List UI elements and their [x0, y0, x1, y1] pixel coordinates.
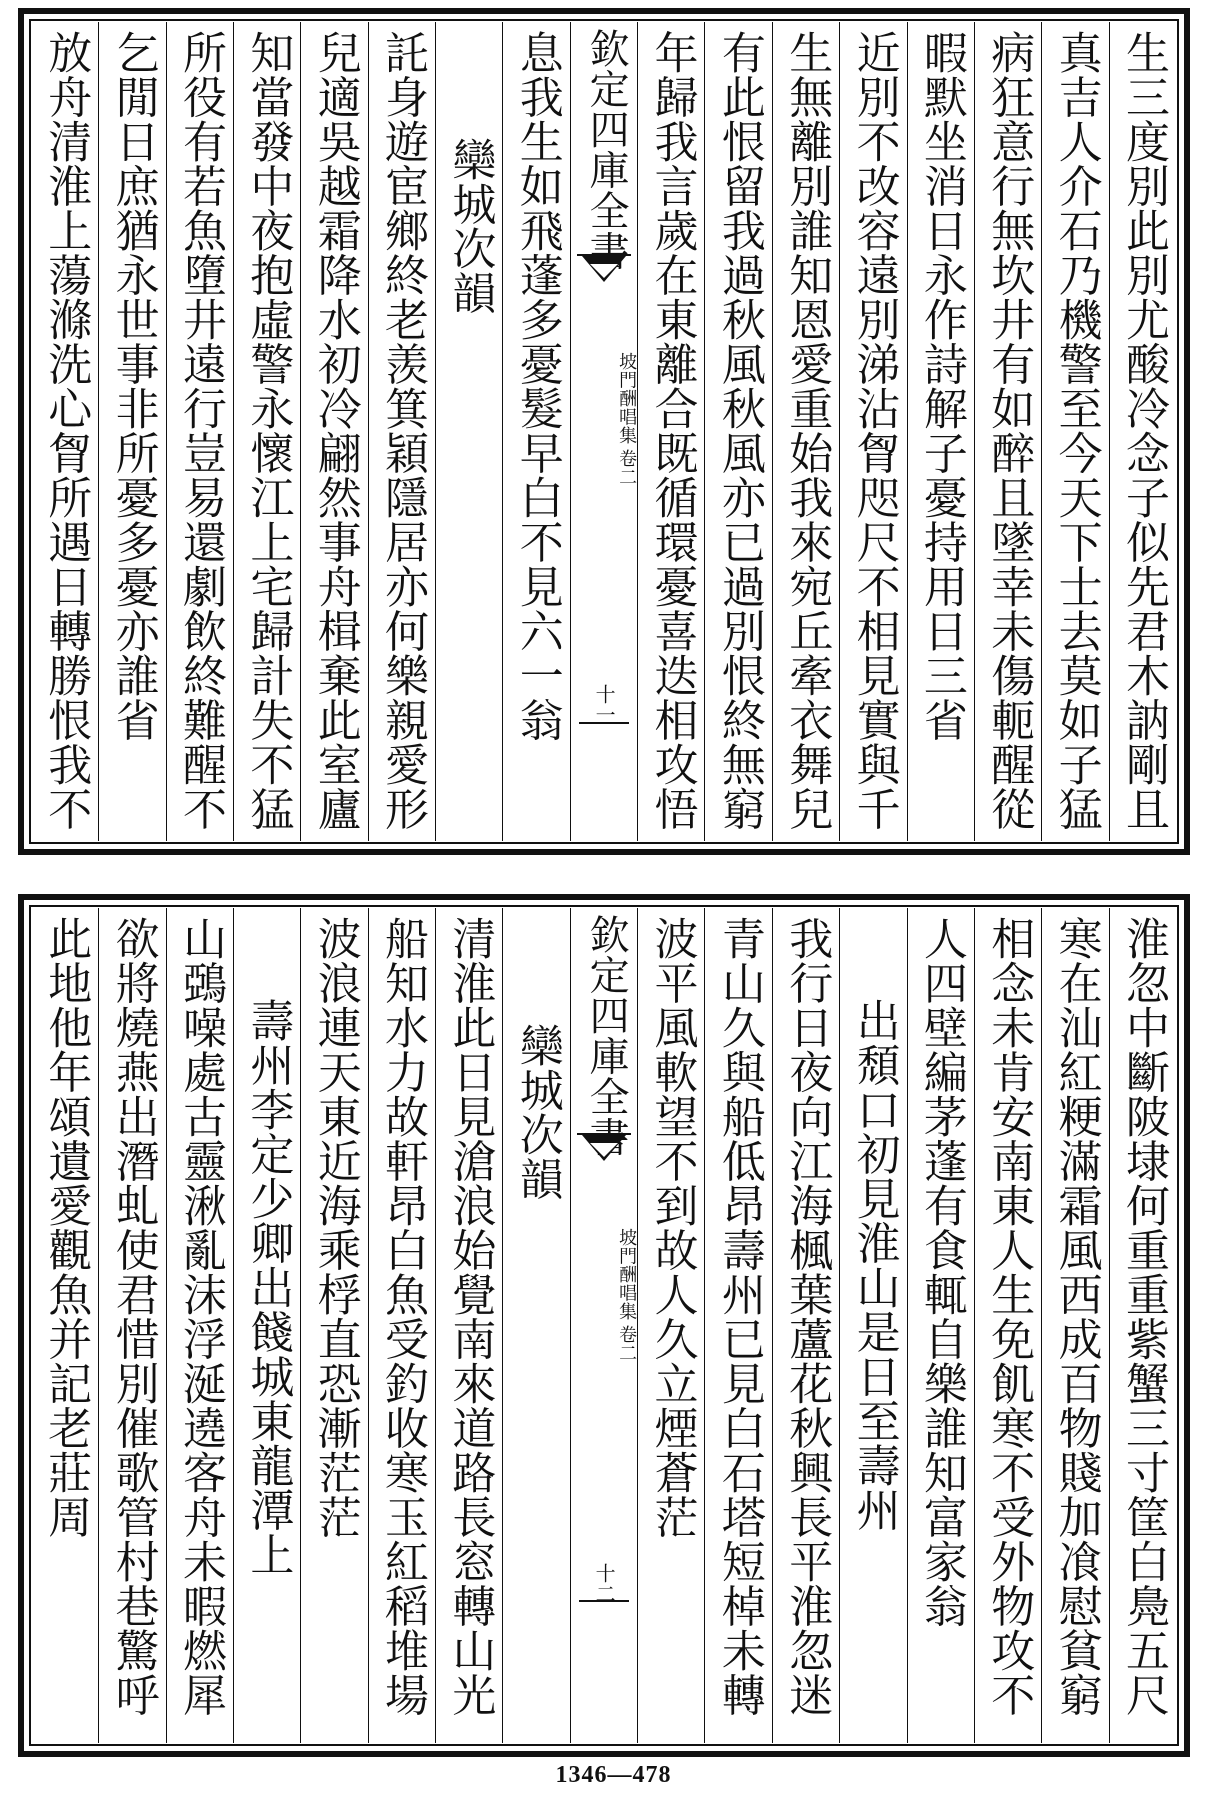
book-name — [571, 1228, 637, 1362]
book-name-title: 坡門酬唱集 — [616, 1228, 638, 1321]
text-column: 乞閒日庶猶永世事非所憂多憂亦誰省 — [98, 22, 165, 841]
text-column: 人四壁編茅蓬有食輒自樂誰知富家翁 — [907, 908, 974, 1743]
text-column: 相念未肯安南東人生免飢寒不受外物攻不 — [974, 908, 1041, 1743]
text-column: 生三度別此別尤酸冷念子似先君木訥剛且 — [1109, 22, 1176, 841]
center-fold — [570, 22, 637, 841]
text-column: 我行日夜向江海楓葉蘆花秋興長平淮忽迷 — [772, 908, 839, 1743]
folio-rule — [579, 1600, 629, 1602]
text-column: 年歸我言歲在東離合既循環憂喜迭相攻悟 — [637, 22, 704, 841]
poem-title: 欒城次韻 — [435, 22, 502, 841]
text-column: 託身遊宦鄉終老羡箕穎隱居亦何樂親愛形 — [368, 22, 435, 841]
text-column: 波平風軟望不到故人久立煙蒼茫 — [637, 908, 704, 1743]
series-title: 欽定四庫全書 — [583, 914, 630, 1157]
text-column: 病狂意行無坎井有如醉且墜幸未傷軛醒從 — [974, 22, 1041, 841]
juan-number: 卷二 — [616, 1324, 638, 1362]
text-column: 生無離別誰知恩愛重始我來宛丘牽衣舞兒 — [772, 22, 839, 841]
text-column: 所役有若魚墮井遠行豈易還劇飲終難醒不 — [166, 22, 233, 841]
text-column: 此地他年頌遺愛觀魚并記老莊周 — [40, 916, 92, 1539]
top-page — [18, 8, 1190, 855]
poem-title: 壽州李定少卿出餞城東龍潭上 — [233, 908, 300, 1743]
poem-title: 出頹口初見淮山是日至壽州 — [839, 908, 906, 1743]
text-column: 山鵶噪處古靈湫亂沫浮涎遶客舟未暇燃犀 — [166, 908, 233, 1743]
top-page-columns — [32, 22, 1176, 841]
fish-tail-mark — [577, 254, 631, 290]
book-name — [571, 352, 637, 486]
text-column: 兒適吳越霜降水初冷翩然事舟楫棄此室廬 — [300, 22, 367, 841]
text-column: 暇默坐消日永作詩解子憂持用日三省 — [907, 22, 974, 841]
text-column: 船知水力故軒昂白魚受釣收寒玉紅稻堆場 — [368, 908, 435, 1743]
juan-number: 卷二 — [616, 448, 638, 486]
series-title: 欽定四庫全書 — [583, 28, 630, 271]
bottom-page-columns — [32, 908, 1176, 1743]
bottom-page — [18, 894, 1190, 1757]
text-column: 清淮此日見滄浪始覺南來道路長窓轉山光 — [435, 908, 502, 1743]
center-fold — [570, 908, 637, 1743]
text-column: 寒在汕紅粳滿霜風西成百物賤加飡慰貧窮 — [1041, 908, 1108, 1743]
folio-number: 十一 — [592, 684, 617, 725]
text-column: 有此恨留我過秋風秋風亦已過別恨終無窮 — [704, 22, 771, 841]
text-column: 淮忽中斷陂埭何重重紫蟹三寸筐白鳧五尺 — [1109, 908, 1176, 1743]
folio-number: 十二 — [592, 1563, 617, 1604]
text-column: 青山久與船低昂壽州已見白石塔短棹未轉 — [704, 908, 771, 1743]
text-column: 波浪連天東近海乘桴直恐漸茫茫 — [300, 908, 367, 1743]
text-column: 息我生如飛蓬多憂髮早白不見六一翁 — [502, 22, 569, 841]
folio-rule — [579, 722, 629, 724]
text-column: 欲將燒燕出潛虬使君惜別催歌管村巷驚呼 — [98, 908, 165, 1743]
page-number: 1346—478 — [555, 1762, 672, 1788]
text-column: 真吉人介石乃機警至今天下士去莫如子猛 — [1041, 22, 1108, 841]
book-name-title: 坡門酬唱集 — [616, 352, 638, 445]
fish-tail-mark — [577, 1133, 631, 1169]
text-column: 放舟清淮上蕩滌洗心胷所遇日轉勝恨我不 — [40, 30, 92, 831]
text-column: 知當發中夜抱虛警永懷江上宅歸計失不猛 — [233, 22, 300, 841]
text-column: 近別不改容遠別涕沾胷咫尺不相見實與千 — [839, 22, 906, 841]
poem-title: 欒城次韻 — [502, 908, 569, 1743]
